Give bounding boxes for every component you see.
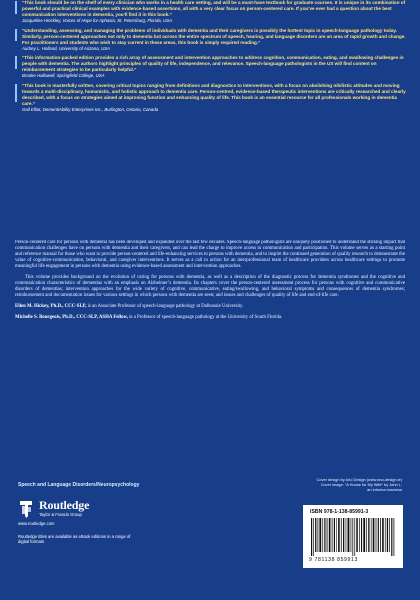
series-label: Speech and Language Disorders/Neuropsychology [18,482,140,488]
endorsement-quote: “Understanding, assessing, and managing the problems of individuals with dementia and their caregivers is possibly the hottest topic in speech-language pathology today. Similarly, person-centered approaches not only to dementia but across the entire spectrum of speech, hearing, and language disorders are an area of rapid growth and change. For practitioners and students who wish to stay current in these areas, this book is simply required reading.” [22,27,406,45]
ebook-note: Routledge titles are available as eBook editions in a range of digital formats [18,534,131,545]
endorsement [15,83,407,113]
author-name: Ellen M. Hickey, Ph.D., CCC-SLP, [15,304,87,309]
endorsement-attribution: Brooke Hallowell, Springfield College, USA [22,73,105,79]
endorsement [15,28,407,52]
endorsement [15,0,407,24]
barcode-icon [310,518,396,556]
publisher-group: Taylor & Francis Group [39,512,82,517]
endorsement-attribution: Audrey L. Holland, University of Arizona, USA [22,45,110,51]
credit-line: an informa business [367,486,402,492]
endorsements [15,0,407,233]
author-name: Michelle S. Bourgeois, Ph.D., CCC-SLP, ASHA Fellow, [15,315,128,320]
description-paragraph: Person-centered care for persons with dementia has been developed and expanded over the last few decades. Speech-language pathologists are uniquely positioned to understand the striking impact that communication challenges have on persons with dementia and their caregivers, and can lead the charge to improve access to communication and participation. This volume serves as a starting point and reference manual for those who want to provide person-centered and life-enhancing services to persons with dementia, and to inspire the continued generation of quality research to demonstrate the value of cognitive-communication, behavioral, and caregiver interventions. It serves as a call to action for an interprofessional team of healthcare providers across healthcare settings to promote meaningful life engagement in persons with dementia using evidence-based assessment and intervention approaches. [15,240,405,269]
description-paragraph: This volume provides background on the evolution of caring for persons with dementia, as well as a description of the diagnostic process for dementia syndromes and the cognitive and communication characteristics of dementias with an emphasis on Alzheimer’s dementia. Its chapters cover the person-centered assessment process for persons with cognitive and communicative disorders of dementias; intervention approaches for the wide variety of cognitive, communicative, eating/swallowing, and behavioral symptoms and consequences of dementia syndromes; reimbursement and documentation issues for various settings in which persons with dementia are seen; and issues and challenges of quality of life and end-of-life care. [15,275,405,298]
author-bio-text: is a Professor of speech-language pathology at the University of South Florida. [127,315,283,320]
endorsement-attribution: Gail Elliot, DementiAbility Enterprises Inc., Burlington, Ontario, Canada [22,106,159,112]
credit-line: Cover image: “A House for My Wife” by John L. [320,481,402,487]
endorsement-attribution: Jacqueline Hinckley, Voices of Hope for Aphasia, St. Petersburg, Florida, USA [22,18,173,23]
endorsement-quote: “This book is masterfully written, covering critical topics ranging from definitions and diagnostics to interventions, with a focus on abolishing nihilistic attitudes and moving towards a multi-disciplinary, humanistic, and holistic approach to dementia care. Person-centred, evidence-based therapeutic interventions are critically researched and clearly described, with a focus on strategies aimed at improving function and enhancing quality of life. This book is an essential resource for all professionals working in dementia care.” [22,82,406,106]
endorsement-quote: “This book should be on the shelf of every clinician who works in a health care setting, and will be a must-have textbook for graduate courses. It is unique in its combination of powerful and practical clinical examples with evidence-based assertions, all with a very clear focus on person-centered care. If you’ve ever had a question about the best communication interventions in dementia, you’ll find it in this book.” [22,0,406,17]
endorsement-quote: “This information-packed edition provides a rich array of assessment and intervention approaches to address cognition, communication, eating, and swallowing challenges in people with dementia. The authors highlight principles of quality of life, independence, and relevance. Speech-language pathologists in the US will find content on reimbursement strategies to be particularly helpful.” [22,55,404,73]
publisher-name: Routledge [39,498,90,512]
author-bio-text: is an Associate Professor of speech-language pathology at Dalhousie University. [86,304,244,309]
barcode-number: 9 781138 859913 [309,557,359,563]
credit-line: Cover design by Anú Design (www.anu-design.ie) [316,478,402,482]
author-bio [15,304,405,310]
barcode-panel [303,505,403,568]
book-description [15,240,405,472]
endorsement [15,55,407,79]
isbn-label: ISBN 978-1-138-85991-3 [310,509,369,515]
publisher-website: www.routledge.com [18,521,55,526]
routledge-emblem-icon [18,500,35,519]
cover-credits [252,478,402,496]
author-bio [15,315,405,321]
